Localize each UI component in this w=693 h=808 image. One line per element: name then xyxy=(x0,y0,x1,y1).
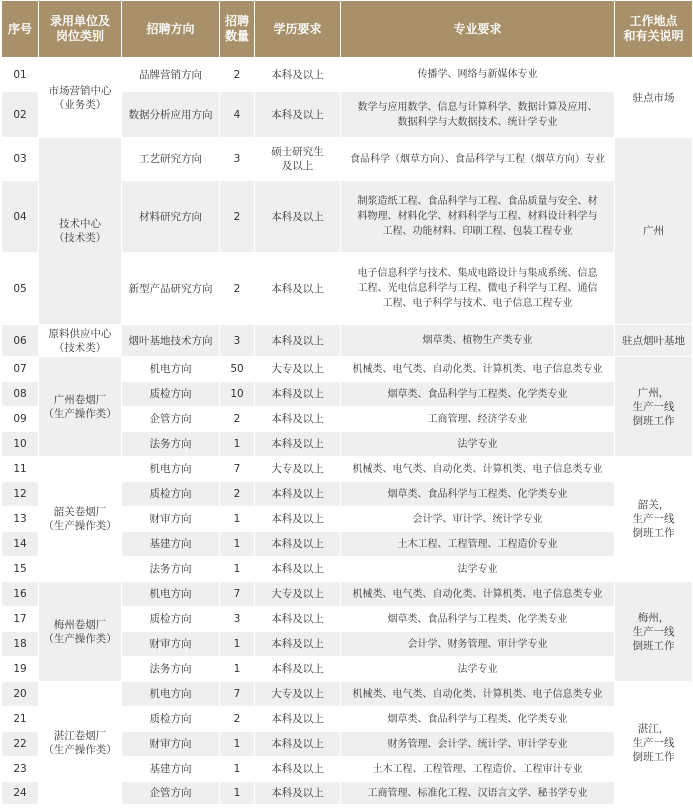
cell-direction: 材料研究方向 xyxy=(122,181,220,253)
cell-edu: 本科及以上 xyxy=(255,407,341,432)
cell-direction: 法务方向 xyxy=(122,657,220,682)
cell-seq: 02 xyxy=(2,92,39,138)
table-row xyxy=(2,58,693,92)
cell-direction: 企管方向 xyxy=(122,407,220,432)
cell-direction: 烟叶基地技术方向 xyxy=(122,325,220,357)
cell-count: 1 xyxy=(220,757,255,782)
cell-count: 7 xyxy=(220,457,255,482)
cell-seq: 14 xyxy=(2,532,39,557)
cell-edu: 本科及以上 xyxy=(255,507,341,532)
cell-edu: 本科及以上 xyxy=(255,732,341,757)
cell-seq: 23 xyxy=(2,757,39,782)
cell-edu: 本科及以上 xyxy=(255,607,341,632)
cell-count: 50 xyxy=(220,357,255,382)
cell-direction: 机电方向 xyxy=(122,457,220,482)
cell-direction: 法务方向 xyxy=(122,557,220,582)
cell-location: 广州， 生产一线 倒班工作 xyxy=(615,357,693,457)
cell-unit: 韶关卷烟厂 （生产操作类） xyxy=(39,457,122,582)
cell-location: 湛江， 生产一线 倒班工作 xyxy=(615,682,693,805)
cell-seq: 22 xyxy=(2,732,39,757)
cell-seq: 16 xyxy=(2,582,39,607)
cell-count: 10 xyxy=(220,382,255,407)
cell-edu: 本科及以上 xyxy=(255,782,341,805)
cell-major: 机械类、电气类、自动化类、计算机类、电子信息类专业 xyxy=(341,582,615,607)
cell-count: 2 xyxy=(220,707,255,732)
cell-location: 广州 xyxy=(615,138,693,325)
cell-major: 会计学、审计学、统计学专业 xyxy=(341,507,615,532)
cell-direction: 工艺研究方向 xyxy=(122,138,220,181)
cell-count: 3 xyxy=(220,325,255,357)
cell-edu: 本科及以上 xyxy=(255,253,341,325)
table-row xyxy=(2,357,693,382)
cell-location: 驻点市场 xyxy=(615,58,693,138)
cell-edu: 本科及以上 xyxy=(255,532,341,557)
cell-major: 会计学、财务管理、审计学专业 xyxy=(341,632,615,657)
cell-count: 1 xyxy=(220,507,255,532)
header-major: 专业要求 xyxy=(341,1,615,58)
cell-direction: 法务方向 xyxy=(122,432,220,457)
cell-count: 1 xyxy=(220,557,255,582)
cell-count: 1 xyxy=(220,732,255,757)
cell-edu: 本科及以上 xyxy=(255,181,341,253)
cell-direction: 质检方向 xyxy=(122,707,220,732)
cell-edu: 大专及以上 xyxy=(255,682,341,707)
cell-seq: 18 xyxy=(2,632,39,657)
cell-direction: 企管方向 xyxy=(122,782,220,805)
cell-direction: 机电方向 xyxy=(122,582,220,607)
cell-edu: 本科及以上 xyxy=(255,557,341,582)
table-header-row xyxy=(2,1,693,58)
cell-direction: 基建方向 xyxy=(122,532,220,557)
cell-direction: 质检方向 xyxy=(122,382,220,407)
cell-count: 2 xyxy=(220,58,255,92)
cell-seq: 07 xyxy=(2,357,39,382)
cell-major: 食品科学（烟草方向）、食品科学与工程（烟草方向）专业 xyxy=(341,138,615,181)
cell-seq: 19 xyxy=(2,657,39,682)
cell-seq: 10 xyxy=(2,432,39,457)
cell-count: 1 xyxy=(220,532,255,557)
cell-unit: 原料供应中心 （技术类） xyxy=(39,325,122,357)
header-edu: 学历要求 xyxy=(255,1,341,58)
cell-major: 烟草类、植物生产类专业 xyxy=(341,325,615,357)
cell-count: 7 xyxy=(220,582,255,607)
table-row xyxy=(2,138,693,181)
cell-seq: 24 xyxy=(2,782,39,805)
cell-seq: 20 xyxy=(2,682,39,707)
cell-seq: 08 xyxy=(2,382,39,407)
cell-unit: 梅州卷烟厂 （生产操作类） xyxy=(39,582,122,682)
table-row xyxy=(2,682,693,707)
cell-direction: 财审方向 xyxy=(122,507,220,532)
cell-major: 土木工程、工程管理、工程造价专业 xyxy=(341,532,615,557)
cell-edu: 本科及以上 xyxy=(255,92,341,138)
cell-direction: 基建方向 xyxy=(122,757,220,782)
cell-count: 2 xyxy=(220,407,255,432)
cell-seq: 04 xyxy=(2,181,39,253)
cell-major: 工商管理、经济学专业 xyxy=(341,407,615,432)
recruitment-table xyxy=(1,0,693,805)
header-unit: 录用单位及 岗位类别 xyxy=(39,1,122,58)
cell-location: 韶关， 生产一线 倒班工作 xyxy=(615,457,693,582)
cell-edu: 本科及以上 xyxy=(255,632,341,657)
cell-edu: 本科及以上 xyxy=(255,325,341,357)
table-row xyxy=(2,325,693,357)
cell-seq: 03 xyxy=(2,138,39,181)
table-row xyxy=(2,457,693,482)
cell-major: 电子信息科学与技术、集成电路设计与集成系统、信息 工程、光电信息科学与工程、微电子科学与工程、通信 工程、电子科学与技术、电子信息工程专业 xyxy=(341,253,615,325)
cell-edu: 本科及以上 xyxy=(255,58,341,92)
cell-major: 烟草类、食品科学与工程类、化学类专业 xyxy=(341,607,615,632)
cell-direction: 财审方向 xyxy=(122,632,220,657)
cell-edu: 大专及以上 xyxy=(255,582,341,607)
cell-edu: 大专及以上 xyxy=(255,457,341,482)
cell-direction: 质检方向 xyxy=(122,482,220,507)
cell-seq: 09 xyxy=(2,407,39,432)
table-row xyxy=(2,582,693,607)
cell-count: 2 xyxy=(220,253,255,325)
cell-edu: 本科及以上 xyxy=(255,657,341,682)
cell-count: 2 xyxy=(220,181,255,253)
cell-count: 1 xyxy=(220,632,255,657)
cell-direction: 品牌营销方向 xyxy=(122,58,220,92)
cell-unit: 技术中心 （技术类） xyxy=(39,138,122,325)
cell-major: 法学专业 xyxy=(341,657,615,682)
cell-edu: 大专及以上 xyxy=(255,357,341,382)
cell-major: 烟草类、食品科学与工程类、化学类专业 xyxy=(341,707,615,732)
cell-edu: 本科及以上 xyxy=(255,707,341,732)
header-count: 招聘 数量 xyxy=(220,1,255,58)
cell-edu: 硕士研究生 及以上 xyxy=(255,138,341,181)
cell-major: 机械类、电气类、自动化类、计算机类、电子信息类专业 xyxy=(341,457,615,482)
cell-major: 法学专业 xyxy=(341,432,615,457)
cell-major: 烟草类、食品科学与工程类、化学类专业 xyxy=(341,482,615,507)
cell-seq: 17 xyxy=(2,607,39,632)
cell-direction: 新型产品研究方向 xyxy=(122,253,220,325)
cell-count: 1 xyxy=(220,657,255,682)
cell-seq: 12 xyxy=(2,482,39,507)
cell-count: 1 xyxy=(220,782,255,805)
cell-count: 2 xyxy=(220,482,255,507)
cell-direction: 财审方向 xyxy=(122,732,220,757)
cell-direction: 机电方向 xyxy=(122,682,220,707)
cell-unit: 湛江卷烟厂 （生产操作类） xyxy=(39,682,122,805)
cell-major: 传播学、网络与新媒体专业 xyxy=(341,58,615,92)
cell-seq: 06 xyxy=(2,325,39,357)
cell-major: 财务管理、会计学、统计学、审计学专业 xyxy=(341,732,615,757)
cell-count: 1 xyxy=(220,432,255,457)
cell-major: 烟草类、食品科学与工程类、化学类专业 xyxy=(341,382,615,407)
cell-direction: 质检方向 xyxy=(122,607,220,632)
cell-unit: 市场营销中心 （业务类） xyxy=(39,58,122,138)
cell-edu: 本科及以上 xyxy=(255,482,341,507)
header-direction: 招聘方向 xyxy=(122,1,220,58)
cell-seq: 13 xyxy=(2,507,39,532)
cell-seq: 21 xyxy=(2,707,39,732)
cell-count: 3 xyxy=(220,138,255,181)
cell-major: 土木工程、工程管理、工程造价、工程审计专业 xyxy=(341,757,615,782)
cell-count: 3 xyxy=(220,607,255,632)
cell-unit: 广州卷烟厂 （生产操作类） xyxy=(39,357,122,457)
cell-seq: 11 xyxy=(2,457,39,482)
cell-major: 工商管理、标准化工程、汉语言文学、秘书学专业 xyxy=(341,782,615,805)
cell-seq: 05 xyxy=(2,253,39,325)
cell-seq: 15 xyxy=(2,557,39,582)
cell-location: 梅州， 生产一线 倒班工作 xyxy=(615,582,693,682)
cell-seq: 01 xyxy=(2,58,39,92)
cell-direction: 机电方向 xyxy=(122,357,220,382)
cell-major: 机械类、电气类、自动化类、计算机类、电子信息类专业 xyxy=(341,357,615,382)
cell-major: 数学与应用数学、信息与计算科学、数据计算及应用、 数据科学与大数据技术、统计学专业 xyxy=(341,92,615,138)
header-seq: 序号 xyxy=(2,1,39,58)
cell-edu: 本科及以上 xyxy=(255,432,341,457)
cell-edu: 本科及以上 xyxy=(255,757,341,782)
cell-location: 驻点烟叶基地 xyxy=(615,325,693,357)
cell-direction: 数据分析应用方向 xyxy=(122,92,220,138)
cell-major: 法学专业 xyxy=(341,557,615,582)
cell-count: 7 xyxy=(220,682,255,707)
cell-edu: 本科及以上 xyxy=(255,382,341,407)
cell-major: 机械类、电气类、自动化类、计算机类、电子信息类专业 xyxy=(341,682,615,707)
cell-major: 制浆造纸工程、食品科学与工程、食品质量与安全、材 料物理、材料化学、材料科学与工程、材料设计科学与 工程、功能材料、印刷工程、包装工程专业 xyxy=(341,181,615,253)
header-location: 工作地点 和有关说明 xyxy=(615,1,693,58)
cell-count: 4 xyxy=(220,92,255,138)
